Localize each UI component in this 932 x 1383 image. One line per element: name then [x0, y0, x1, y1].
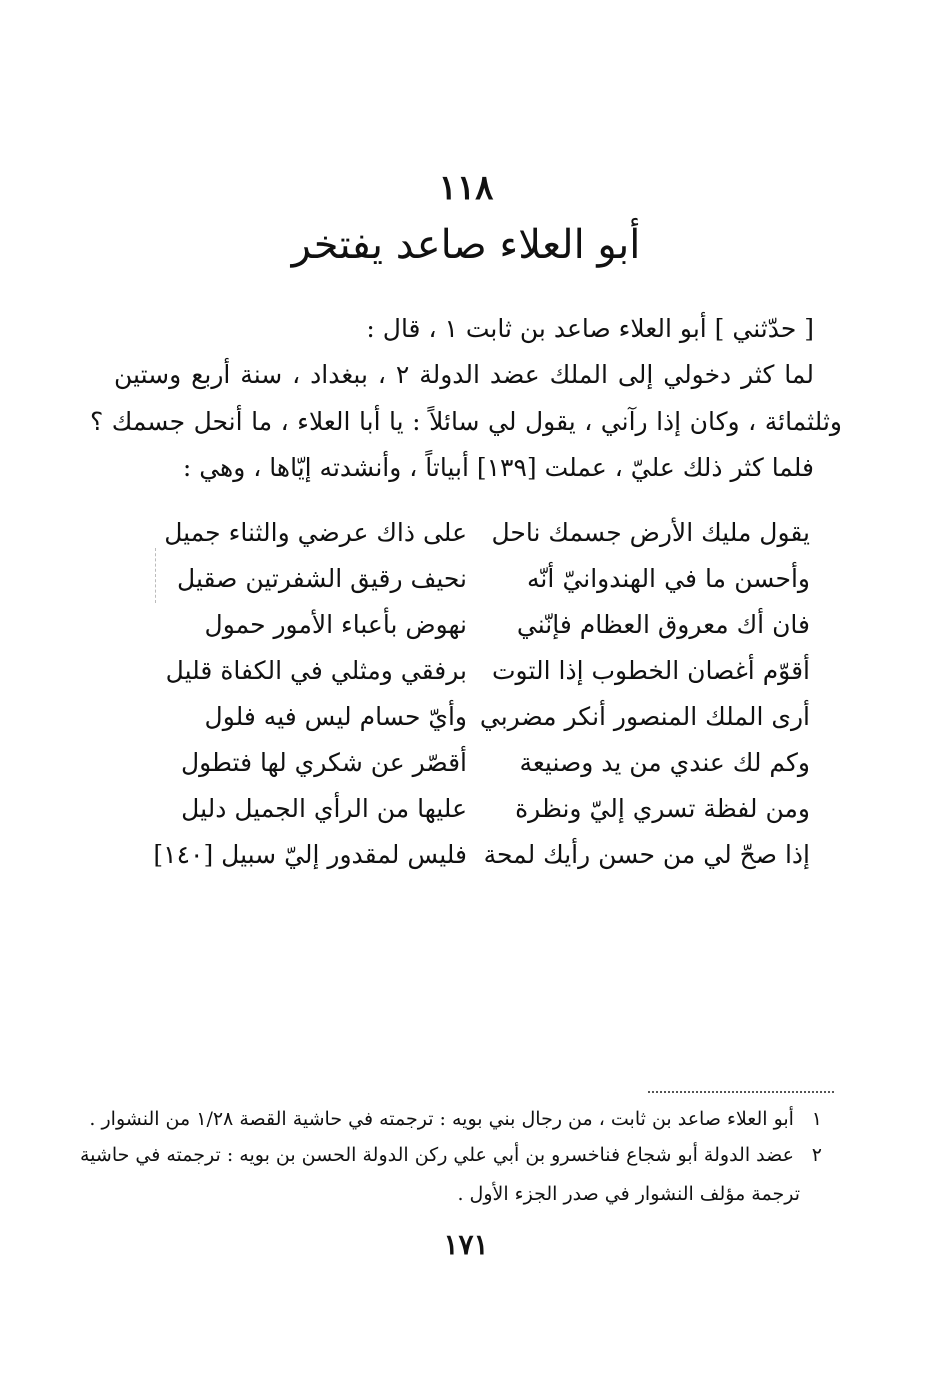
footnote-number: ٢: [811, 1144, 822, 1166]
verse-first-hemistich: ومن لفظة تسري إليّ ونظرة: [515, 794, 810, 823]
verse-second-hemistich: نحيف رقيق الشفرتين صقيل: [177, 564, 467, 593]
poem-verse: [160, 656, 810, 702]
footnote: [80, 1144, 822, 1166]
footnote-continuation: ترجمة مؤلف النشوار في صدر الجزء الأول .: [457, 1183, 800, 1205]
poem-verse: [160, 702, 810, 748]
poem: [153, 518, 810, 886]
intro-line: لما كثر دخولي إلى الملك عضد الدولة ٢ ، ببغداد ، سنة أربع وستين: [114, 360, 814, 389]
verse-second-hemistich: على ذاك عرضي والثناء جميل: [164, 518, 467, 547]
intro-line: فلما كثر ذلك عليّ ، عملت [١٣٩] أبياتاً ، وأنشدته إيّاها ، وهي :: [182, 453, 814, 482]
verse-second-hemistich: وأيّ حسام ليس فيه فلول: [204, 702, 467, 731]
poem-verse: [160, 748, 810, 794]
footnote-text: عضد الدولة أبو شجاع فناخسرو بن أبي علي ركن الدولة الحسن بن بويه : ترجمته في حاشية: [80, 1144, 794, 1166]
margin-scan-mark: [155, 548, 158, 603]
verse-first-hemistich: وكم لك عندي من يد وصنيعة: [519, 748, 810, 777]
verse-first-hemistich: يقول مليك الأرض جسمك ناحل: [491, 518, 810, 547]
poem-verse: [160, 610, 810, 656]
footnote-number: ١: [811, 1108, 822, 1130]
verse-first-hemistich: إذا صحّ لي من حسن رأيك لمحة: [483, 840, 810, 869]
verse-second-hemistich: أقصّر عن شكري لها فتطول: [180, 748, 467, 777]
footnote-separator: [648, 1091, 834, 1093]
story-title: أبو العلاء صاعد يفتخر: [291, 222, 641, 268]
verse-first-hemistich: أرى الملك المنصور أنكر مضربي: [479, 702, 810, 731]
poem-verse: [160, 564, 810, 610]
intro-line: وثلثمائة ، وكان إذا رآني ، يقول لي سائلاً : يا أبا العلاء ، ما أنحل جسمك ؟: [90, 407, 842, 436]
story-number: ١١٨: [438, 168, 494, 208]
verse-second-hemistich: عليها من الرأي الجميل دليل: [181, 794, 467, 823]
footnote: [89, 1110, 822, 1129]
footnote-text: أبو العلاء صاعد بن ثابت ، من رجال بني بويه : ترجمته في حاشية القصة ١/٢٨ من النشوار .: [89, 1108, 794, 1130]
verse-second-hemistich: برفقي ومثلي في الكفاة قليل: [165, 656, 467, 685]
poem-verse: [160, 794, 810, 840]
verse-second-hemistich: فليس لمقدور إليّ سبيل [١٤٠]: [153, 840, 467, 869]
poem-verse: [160, 518, 810, 564]
intro-line: [ حدّثني ] أبو العلاء صاعد بن ثابت ١ ، قال :: [366, 314, 814, 343]
verse-second-hemistich: نهوض بأعباء الأمور حمول: [204, 610, 467, 639]
verse-first-hemistich: فان أك معروق العظام فإنّني: [516, 610, 810, 639]
poem-verse: [153, 840, 810, 886]
verse-first-hemistich: وأحسن ما في الهندوانيّ أنّه: [527, 564, 810, 593]
verse-first-hemistich: أقوّم أغصان الخطوب إذا التوت: [492, 656, 810, 685]
page-number: ١٧١: [443, 1228, 489, 1261]
